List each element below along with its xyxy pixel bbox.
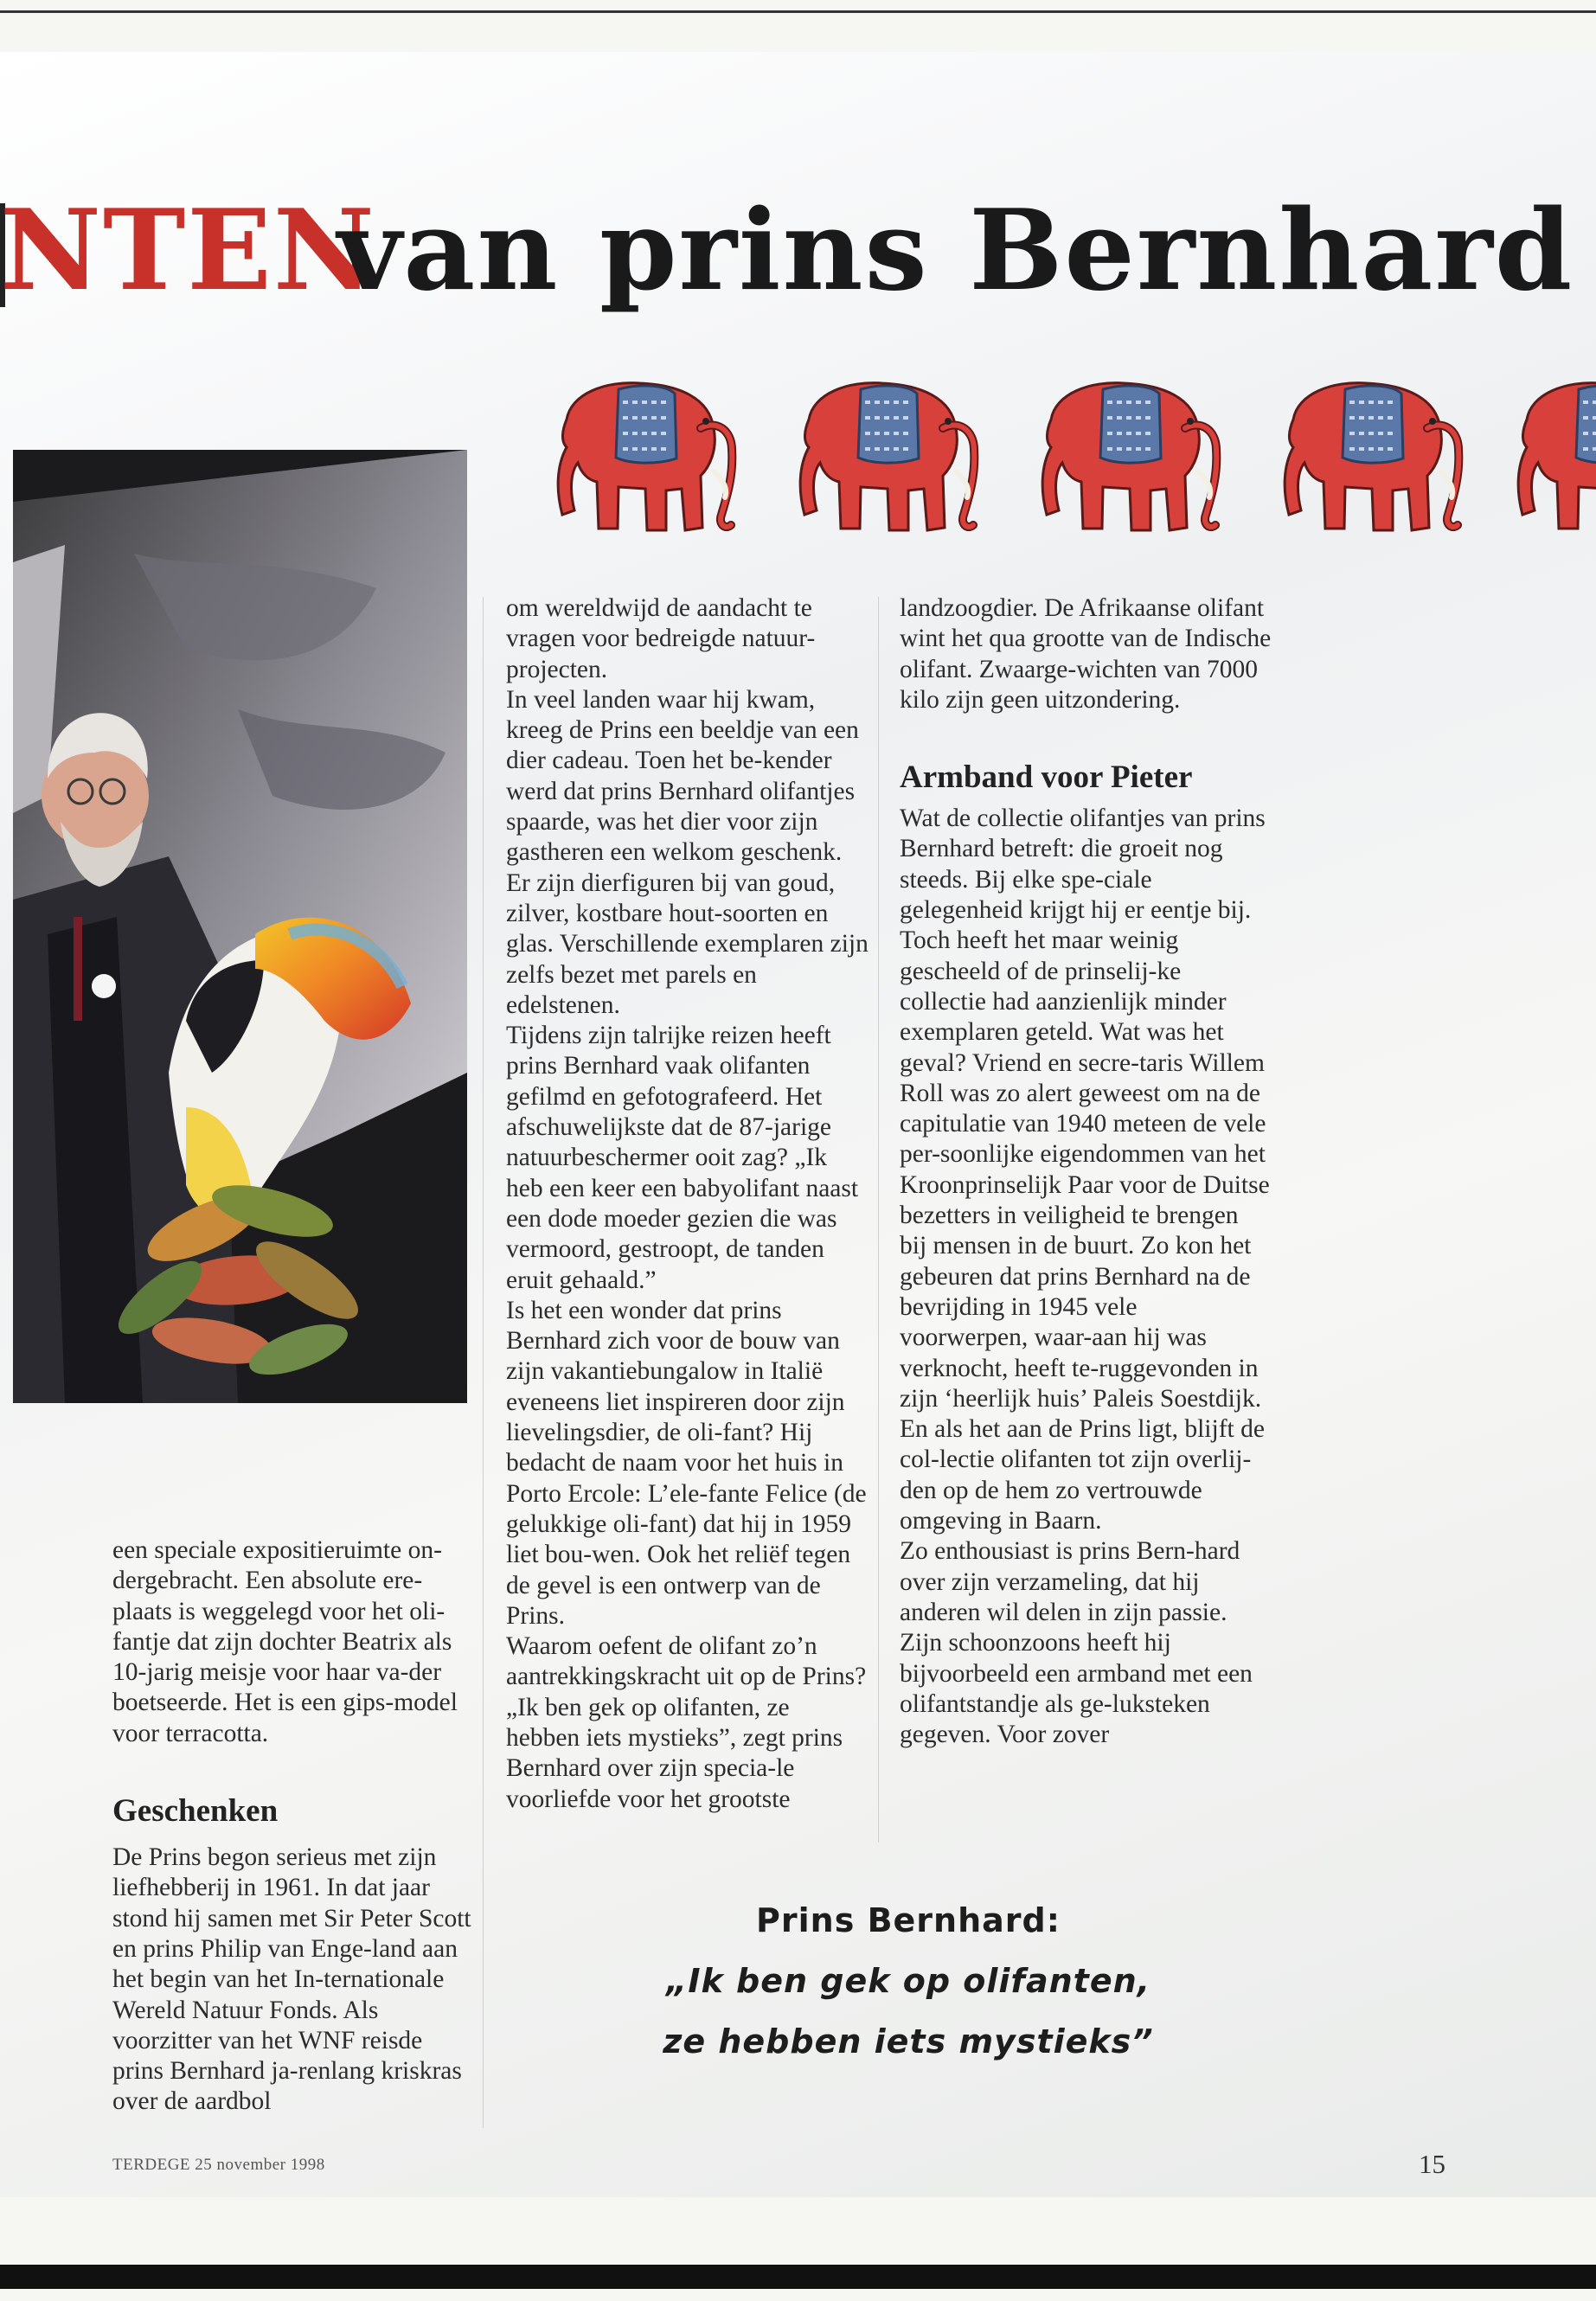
red-elephant-icon	[1497, 368, 1596, 541]
column-divider	[483, 597, 484, 2128]
paragraph: om wereldwijd de aandacht te vragen voor bedreigde natuur-projecten.	[506, 594, 816, 683]
pull-quote	[502, 1890, 1315, 2072]
article-column-1	[112, 1535, 476, 2118]
red-elephant-icon	[1021, 368, 1224, 541]
paragraph: Wat de collectie olifantjes van prins Bernhard betreft: die groeit nog steeds. Bij elke spe-ciale gelegenheid krijgt hij er eentje bij. Toch heeft het maar weinig gescheeld of de prinselij-ke collectie had aanzienlijk minder exemplaren geteld. Wat was het geval? Vriend en secre-taris Willem Roll was zo alert geweest om na de capitulatie van 1940 meteen de vele per-soonlijke eigendommen van het Kroonprinselijk Paar voor de Duitse bezetters in veiligheid te brengen bij mensen in de buurt. Zo kon het gebeuren dat prins Bernhard na de bevrijding in 1945 vele voorwerpen, waar-aan hij was verknocht, heeft te-ruggevonden in zijn ‘heerlijk huis’ Paleis Soestdijk. En als het aan de Prins ligt, blijft de col-lectie olifanten tot zijn overlij-den op de hem zo vertrouwde omgeving in Baarn.	[900, 804, 1270, 1535]
prince-toucan-photo	[13, 450, 467, 1403]
paragraph: Is het een wonder dat prins Bernhard zich voor de bouw van zijn vakantiebungalow in Italië eveneens liet inspireren door zijn lievelingsdier, de oli-fant? Hij bedacht de naam voor het huis in Porto Ercole: L’ele-fante Felice (de gelukkige oli-fant) dat hij in 1959 liet bou-wen. Ook het reliëf tegen de gevel is een ontwerp van de Prins.	[506, 1296, 867, 1630]
column-divider	[878, 597, 879, 1843]
red-elephant-icon	[779, 368, 982, 541]
pull-quote-line: ze hebben iets mystieks”	[663, 2022, 1154, 2061]
article-column-3	[900, 593, 1272, 1750]
page-number: 15	[1419, 2149, 1445, 2179]
publication-footer: TERDEGE 25 november 1998	[112, 2156, 325, 2174]
pull-quote-line: „Ik ben gek op olifanten,	[665, 1962, 1151, 2000]
section-heading-geschenken: Geschenken	[112, 1793, 279, 1830]
paragraph: De Prins begon serieus met zijn liefhebberij in 1961. In dat jaar stond hij samen met Sir Peter Scott en prins Philip van Enge-land aan het begin van het In-ternationale Wereld Natuur Fonds. Als voorzitter van het WNF reisde prins Bernhard ja-renlang kriskras over de aardbol	[112, 1843, 471, 2116]
article-column-2	[506, 593, 869, 1815]
red-elephant-icon	[536, 368, 740, 541]
headline-title: van prins Bernhard	[337, 186, 1574, 316]
headline-red-fragment: NTEN	[0, 186, 376, 316]
paragraph: In veel landen waar hij kwam, kreeg de Prins een beeldje van een dier cadeau. Toen het be-kender werd dat prins Bernhard olifantjes spaarde, was het dier voor zijn gastheren een welkom geschenk. Er zijn dierfiguren bij van goud, zilver, kostbare hout-soorten en glas. Verschillende exemplaren zijn zelfs bezet met parels en edelstenen.	[506, 685, 869, 1019]
elephant-row	[519, 368, 1596, 545]
top-rule	[0, 10, 1596, 13]
paragraph: Tijdens zijn talrijke reizen heeft prins Bernhard vaak olifanten gefilmd en gefotografeerd. Het afschuwelijkste dat de 87-jarige natuurbeschermer ooit zag? „Ik heb een keer een babyolifant naast een dode moeder gezien die was vermoord, gestroopt, de tanden eruit gehaald.”	[506, 1022, 859, 1294]
section-heading-armband: Armband voor Pieter	[900, 760, 1193, 796]
page-headline	[0, 186, 1596, 316]
paragraph: Waarom oefent de olifant zo’n aantrekkingskracht uit op de Prins? „Ik ben gek op olifanten, ze hebben iets mystieks”, zegt prins Bernhard over zijn specia-le voorliefde voor het grootste	[506, 1632, 867, 1813]
paragraph: Zo enthousiast is prins Bern-hard over zijn verzameling, dat hij anderen wil delen in zijn passie. Zijn schoonzoons heeft hij bijvoorbeeld een armband met een olifantstandje als ge-luksteken gegeven. Voor zover	[900, 1537, 1253, 1749]
red-elephant-icon	[1263, 368, 1466, 541]
pull-quote-attribution: Prins Bernhard:	[756, 1901, 1061, 1939]
bottom-bar	[0, 2265, 1596, 2289]
paragraph: landzoogdier. De Afrikaanse olifant wint het qua grootte van de Indische olifant. Zwaarge-wichten van 7000 kilo zijn geen uitzondering.	[900, 594, 1272, 714]
paragraph: een speciale expositieruimte on-dergebracht. Een absolute ere-plaats is weggelegd voor het oli-fantje dat zijn dochter Beatrix als 10-jarig meisje voor haar va-der boetseerde. Het is een gips-model voor terracotta.	[112, 1536, 458, 1747]
